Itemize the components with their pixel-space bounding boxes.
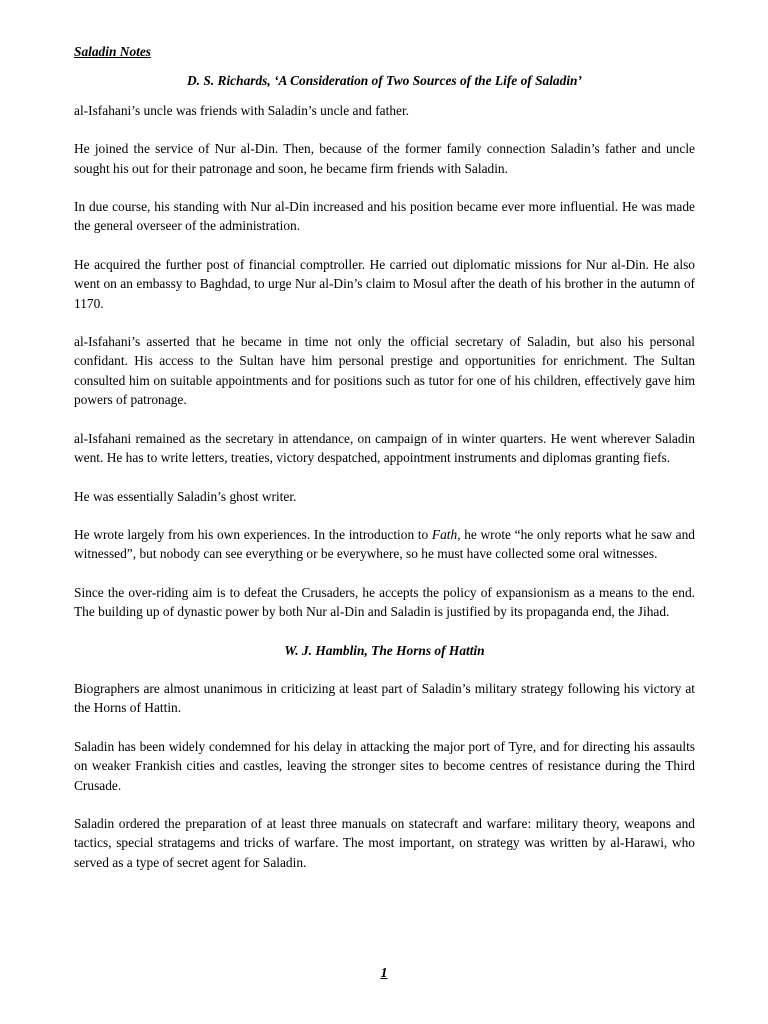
paragraph: Biographers are almost unanimous in criticizing at least part of Saladin’s military strategy following his victory at the Horns of Hattin.	[74, 680, 695, 716]
paragraph: al-Isfahani’s uncle was friends with Saladin’s uncle and father.	[74, 102, 410, 118]
paragraph: al-Isfahani remained as the secretary in attendance, on campaign of in winter quarters. He went wherever Saladin went. He has to write letters, treaties, victory despatched, appointment instruments and diplomas granting fiefs.	[74, 430, 695, 466]
page-number: 1	[380, 966, 388, 981]
section-heading-hamblin: W. J. Hamblin, The Horns of Hattin	[284, 642, 485, 658]
paragraph: al-Isfahani’s asserted that he became in time not only the official secretary of Saladin, but also his personal confidant. His access to the Sultan have him personal prestige and opportunities for enrichment. The Sultan consulted him on suitable appointments and for positions such as tutor for one of his children, effectively gave him powers of patronage.	[74, 334, 695, 408]
paragraph-fath	[74, 525, 695, 564]
document-page	[74, 42, 695, 872]
fath-title: Fath	[431, 526, 458, 542]
paragraph: Saladin ordered the preparation of at least three manuals on statecraft and warfare: military theory, weapons and tactics, special stratagems and tricks of warfare. The most important, on strategy was written by al-Harawi, who served as a type of secret agent for Saladin.	[74, 815, 695, 870]
paragraph: He acquired the further post of financial comptroller. He carried out diplomatic missions for Nur al-Din. He also went on an embassy to Baghdad, to urge Nur al-Din’s claim to Mosul after the death of his brother in the autumn of 1170.	[74, 256, 695, 311]
section-heading-richards: D. S. Richards, ‘A Consideration of Two Sources of the Life of Saladin’	[187, 73, 582, 89]
paragraph: He joined the service of Nur al-Din. Then, because of the former family connection Saladin’s father and uncle sought his out for their patronage and soon, he became firm friends with Saladin.	[74, 141, 695, 176]
document-title: Saladin Notes	[74, 44, 152, 59]
paragraph: Since the over-riding aim is to defeat the Crusaders, he accepts the policy of expansionism as a means to the end. The building up of dynastic power by both Nur al-Din and Saladin is justified by its propaganda end, the Jihad.	[74, 584, 695, 620]
paragraph: In due course, his standing with Nur al-Din increased and his position became ever more influential. He was made the general overseer of the administration.	[74, 199, 695, 234]
paragraph-text: , he wrote “he only reports what he saw and witnessed”, but nobody can see everything or be everywhere, so he must have collected some oral witnesses.	[74, 526, 695, 562]
paragraph: Saladin has been widely condemned for his delay in attacking the major port of Tyre, and for directing his assaults on weaker Frankish cities and castles, leaving the stronger sites to become centres of resistance during the Third Crusade.	[74, 738, 695, 793]
paragraph-text: He wrote largely from his own experiences. In the introduction to	[74, 526, 432, 542]
paragraph: He was essentially Saladin’s ghost writer.	[74, 488, 297, 504]
